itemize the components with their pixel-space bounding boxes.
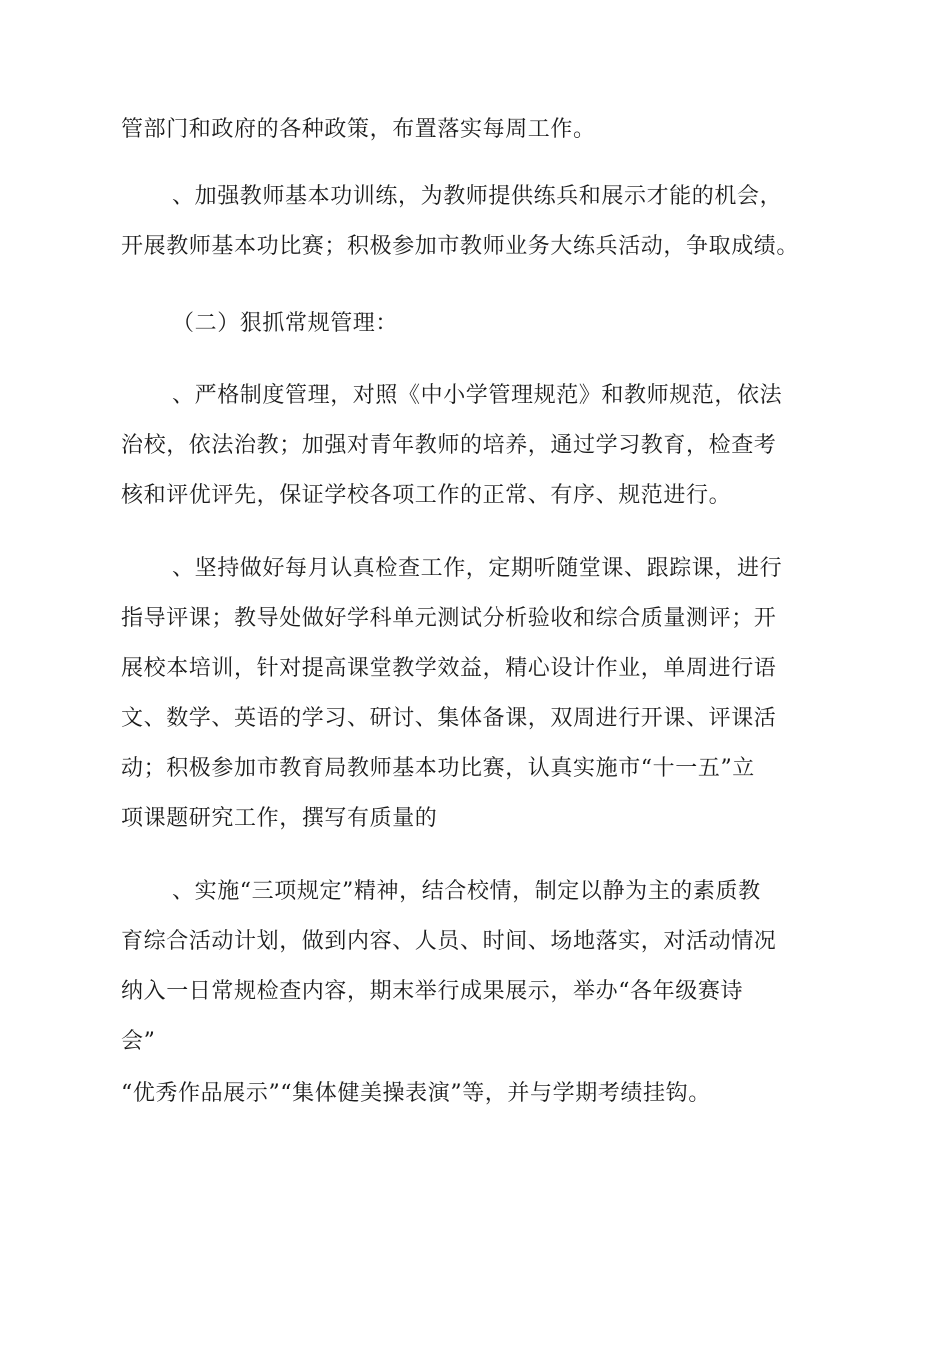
text-line: 治校，依法治教；加强对青年教师的培养，通过学习教育，检查考: [121, 433, 777, 458]
text-line: 项课题研究工作，撰写有质量的: [121, 806, 438, 831]
text-line: 、实施“三项规定”精神，结合校情，制定以静为主的素质教: [172, 879, 761, 904]
text-line: 、严格制度管理，对照《中小学管理规范》和教师规范，依法: [172, 383, 783, 408]
text-line: 纳入一日常规检查内容，期末举行成果展示，举办“各年级赛诗: [121, 979, 744, 1004]
text-line: 开展教师基本功比赛；积极参加市教师业务大练兵活动，争取成绩。: [121, 234, 800, 259]
text-line: 会”: [121, 1029, 156, 1054]
text-line: “优秀作品展示”“集体健美操表演”等，并与学期考绩挂钩。: [121, 1081, 711, 1106]
text-line: 管部门和政府的各种政策，布置落实每周工作。: [121, 117, 596, 142]
text-line: 展校本培训，针对提高课堂教学效益，精心设计作业，单周进行语: [121, 656, 777, 681]
text-line: 动；积极参加市教育局教师基本功比赛，认真实施市“十一五”立: [121, 756, 755, 781]
text-line: 、加强教师基本功训练，为教师提供练兵和展示才能的机会，: [172, 184, 783, 209]
text-line: 文、数学、英语的学习、研讨、集体备课，双周进行开课、评课活: [121, 706, 777, 731]
text-line: 、坚持做好每月认真检查工作，定期听随堂课、跟踪课，进行: [172, 556, 783, 581]
text-line: 育综合活动计划，做到内容、人员、时间、场地落实，对活动情况: [121, 929, 777, 954]
text-line: 核和评优评先，保证学校各项工作的正常、有序、规范进行。: [121, 483, 732, 508]
text-line: 指导评课；教导处做好学科单元测试分析验收和综合质量测评；开: [121, 606, 777, 631]
section-heading: （二）狠抓常规管理：: [172, 311, 399, 336]
